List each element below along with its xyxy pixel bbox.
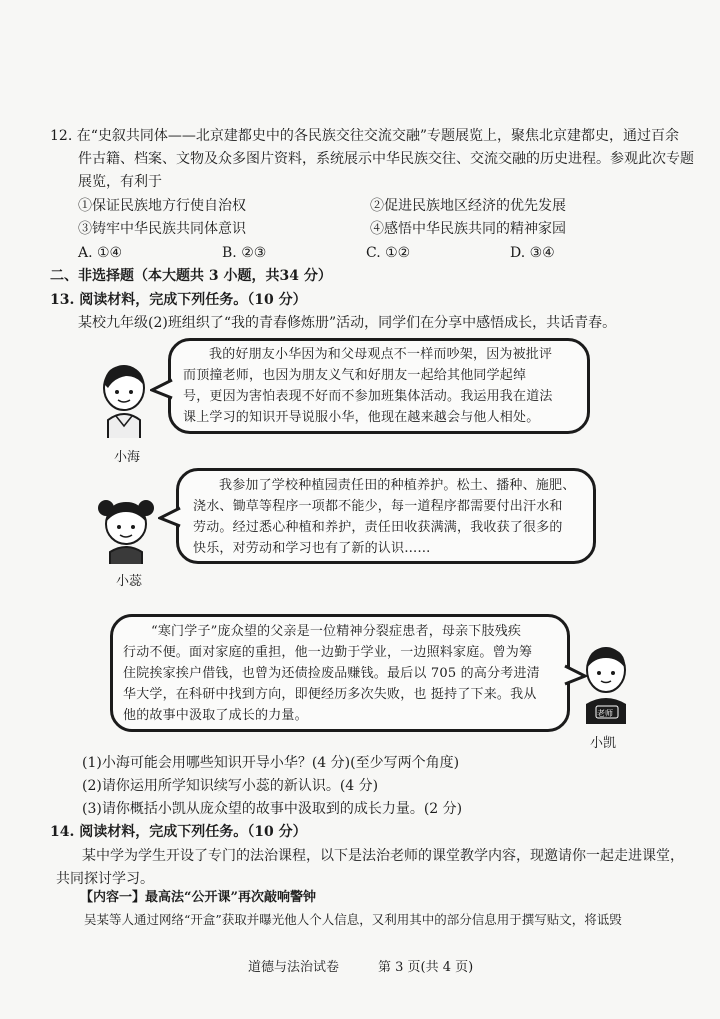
name-xiaorui: 小蕊 xyxy=(116,574,143,589)
speech-bubble-1 xyxy=(168,338,590,434)
footer-subject: 道德与法治试卷 xyxy=(248,960,340,975)
bubble2-line-4: 快乐，对劳动和学习也有了新的认识…… xyxy=(193,541,431,556)
q12-choice-d: D. ③④ xyxy=(510,245,555,261)
speech-bubble-3 xyxy=(110,614,570,732)
q12-choice-a: A. ①④ xyxy=(78,245,123,261)
q14-intro-2: 共同探讨学习。 xyxy=(56,871,154,887)
q14-title: 14. 阅读材料，完成下列任务。（10 分） xyxy=(50,824,307,840)
q13-title: 13. 阅读材料，完成下列任务。（10 分） xyxy=(50,292,307,308)
name-xiaohai: 小海 xyxy=(114,450,141,465)
bubble1-line-3: 号，更因为害怕表现不好而不参加班集体活动。我运用我在道法 xyxy=(183,389,553,404)
section-heading: 二、非选择题（本大题共 3 小题，共34 分） xyxy=(50,268,332,284)
name-xiaokai: 小凯 xyxy=(590,736,617,751)
q12-item-2: ②促进民族地区经济的优先发展 xyxy=(370,198,566,214)
boy-avatar-icon xyxy=(98,362,150,440)
girl-avatar-icon xyxy=(96,494,156,566)
q14-intro-1: 某中学为学生开设了专门的法治课程，以下是法治老师的课堂教学内容，现邀请你一起走进课堂， xyxy=(82,848,684,864)
q12-choice-c: C. ①② xyxy=(366,245,411,261)
q12-line-2: 件古籍、档案、文物及众多图片资料，系统展示中华民族交往、交流交融的历史进程。参观此次专题 xyxy=(78,151,694,167)
teacher-badge: 老师 xyxy=(597,709,613,718)
bubble3-line-1: “寒门学子”庞众望的父亲是一位精神分裂症患者，母亲下肢残疾 xyxy=(151,624,522,639)
bubble2-line-2: 浇水、锄草等程序一项都不能少，每一道程序都需要付出汗水和 xyxy=(193,499,563,514)
bubble3-line-3: 住院挨家挨户借钱，也曾为还债捡废品赚钱。最后以 705 的高分考进清 xyxy=(123,666,540,681)
q12-item-3: ③铸牢中华民族共同体意识 xyxy=(78,221,246,237)
bubble3-line-5: 他的故事中汲取了成长的力量。 xyxy=(123,708,308,723)
q14-content-title: 【内容一】最高法“公开课”再次敲响警钟 xyxy=(80,890,316,905)
bubble1-tail xyxy=(150,378,174,402)
q12-choice-b: B. ②③ xyxy=(222,245,267,261)
footer-page-number: 第 3 页(共 4 页) xyxy=(378,960,474,975)
q12-item-1: ①保证民族地方行使自治权 xyxy=(78,198,246,214)
bubble2-tail xyxy=(158,506,182,530)
bubble1-line-1: 我的好朋友小华因为和父母观点不一样而吵架，因为被批评 xyxy=(209,347,553,362)
q12-line-3: 展览，有利于 xyxy=(78,174,162,190)
q12-line-1: 12. 在“史叙共同体——北京建都史中的各民族交往交流交融”专题展览上，聚焦北京建都史，通过百余 xyxy=(50,128,680,144)
bubble2-line-1: 我参加了学校种植园责任田的种植养护。松土、播种、施肥、 xyxy=(219,478,576,493)
speech-bubble-2 xyxy=(176,468,596,564)
bubble2-line-3: 劳动。经过悉心种植和养护，责任田收获满满，我收获了很多的 xyxy=(193,520,563,535)
q12-item-4: ④感悟中华民族共同的精神家园 xyxy=(370,221,566,237)
q14-content-text: 吴某等人通过网络“开盒”获取并曝光他人个人信息，又利用其中的部分信息用于撰写贴文，将诋毁 xyxy=(84,912,622,927)
bubble3-line-4: 华大学，在科研中找到方向，即便经历多次失败，也 挺持了下来。我从 xyxy=(123,687,537,702)
q13-task-3: (3)请你概括小凯从庞众望的故事中汲取到的成长力量。(2 分) xyxy=(82,801,463,817)
q13-task-1: (1)小海可能会用哪些知识开导小华？(4 分)(至少写两个角度) xyxy=(82,755,460,771)
bubble3-line-2: 行动不便。面对家庭的重担，他一边勤于学业，一边照料家庭。曾为筹 xyxy=(123,645,533,660)
bubble1-line-4: 课上学习的知识开导说服小华，他现在越来越会与他人相处。 xyxy=(183,410,540,425)
q13-intro: 某校九年级(2)班组织了“我的青春修炼册”活动，同学们在分享中感悟成长，共话青春。 xyxy=(78,315,617,331)
q13-task-2: (2)请你运用所学知识续写小蕊的新认识。(4 分) xyxy=(82,778,379,794)
bubble1-line-2: 而顶撞老师，也因为朋友义气和好朋友一起给其他同学起绰 xyxy=(183,368,527,383)
